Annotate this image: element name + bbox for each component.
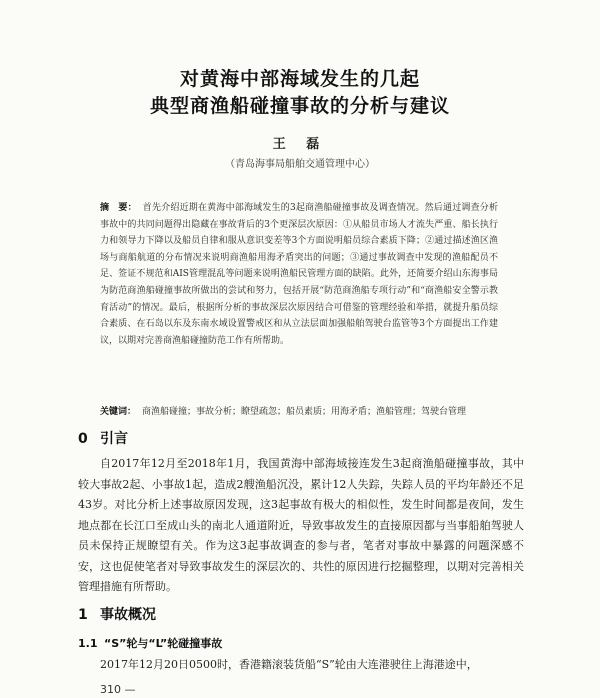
abstract-label: 摘 要：: [100, 203, 137, 213]
intro-paragraph: 自2017年12月至2018年1月，我国黄海中部海域接连发生3起商渔船碰撞事故，其中较大事故2起、小事故1起，造成2艘渔船沉没，累计12人失踪，失踪人员的平均年龄还不足43岁。对比分析上述事故原因发现，这3起事故有极大的相似性，发生时间都是夜间，发生地点都在长江口至成山头的南北人通道附近，导致事故发生的直接原因都与当事船舶驾驶人员未保持正规瞭望有关。作为这3起事故调查的参与者，笔者对事故中暴露的问题深感不安，这也促使笔者对导致事故发生的深层次的、共性的原因进行挖掘整理，以期对完善相关管理措施有所帮助。: [78, 457, 524, 593]
abstract: [100, 200, 498, 349]
subsection-title: “S”轮与“L”轮碰撞事故: [104, 637, 223, 650]
section-heading-overview: [78, 604, 156, 624]
section-number: 1: [78, 607, 88, 623]
keywords: [100, 404, 498, 420]
page-number: 310 —: [100, 683, 136, 696]
accident-paragraph: 2017年12月20日0500时，香港籍滚装货船“S”轮由大连港驶往上海港途中，: [100, 658, 478, 671]
affiliation: （青岛海事局船舶交通管理中心）: [225, 159, 375, 170]
section-number: 0: [78, 431, 88, 447]
author: 王 磊: [272, 137, 328, 152]
title-line-2: 典型商渔船碰撞事故的分析与建议: [149, 95, 450, 117]
section-title: 事故概况: [100, 607, 156, 623]
section-heading-intro: [78, 428, 128, 448]
keywords-text: 商渔船碰撞；事故分析；瞭望疏忽；船员素质；用海矛盾；渔船管理；驾驶台管理: [142, 407, 467, 417]
keywords-label: 关键词：: [100, 407, 137, 417]
subsection-number: 1.1: [78, 637, 98, 650]
title-line-1: 对黄海中部海域发生的几起: [179, 68, 420, 90]
section-title: 引言: [100, 431, 128, 447]
subsection-heading: [78, 635, 222, 651]
abstract-text: 首先介绍近期在黄海中部海域发生的3起商渔船碰撞事故及调查情况。然后通过调查分析事故中的共同问题得出隐藏在事故背后的3个更深层次原因：①从船员市场人才流失严重、船长执行力和领导力下降以及船员自律和服从意识变差等3个方面说明船员综合素质下降；②通过描述渔区渔场与商船航道的分布情况来说明商渔船用海矛盾突出的问题；③通过事故调查中发现的渔船配员不足、签证不规范和AIS管理混乱等问题来说明渔船民管理方面的缺陷。此外，还简要介绍山东海事局为防范商渔船碰撞事故所做出的尝试和努力，包括开展“防范商渔船专项行动”和“商渔船安全警示教育活动”的情况。最后，根据所分析的事故深层次原因结合可借鉴的管理经验和举措，就提升船员综合素质、在石岛以东及东南水域设置警戒区和从立法层面加强船舶驾驶台监管等3个方面提出工作建议，以期对完善商渔船碰撞防范工作有所帮助。: [100, 203, 498, 346]
